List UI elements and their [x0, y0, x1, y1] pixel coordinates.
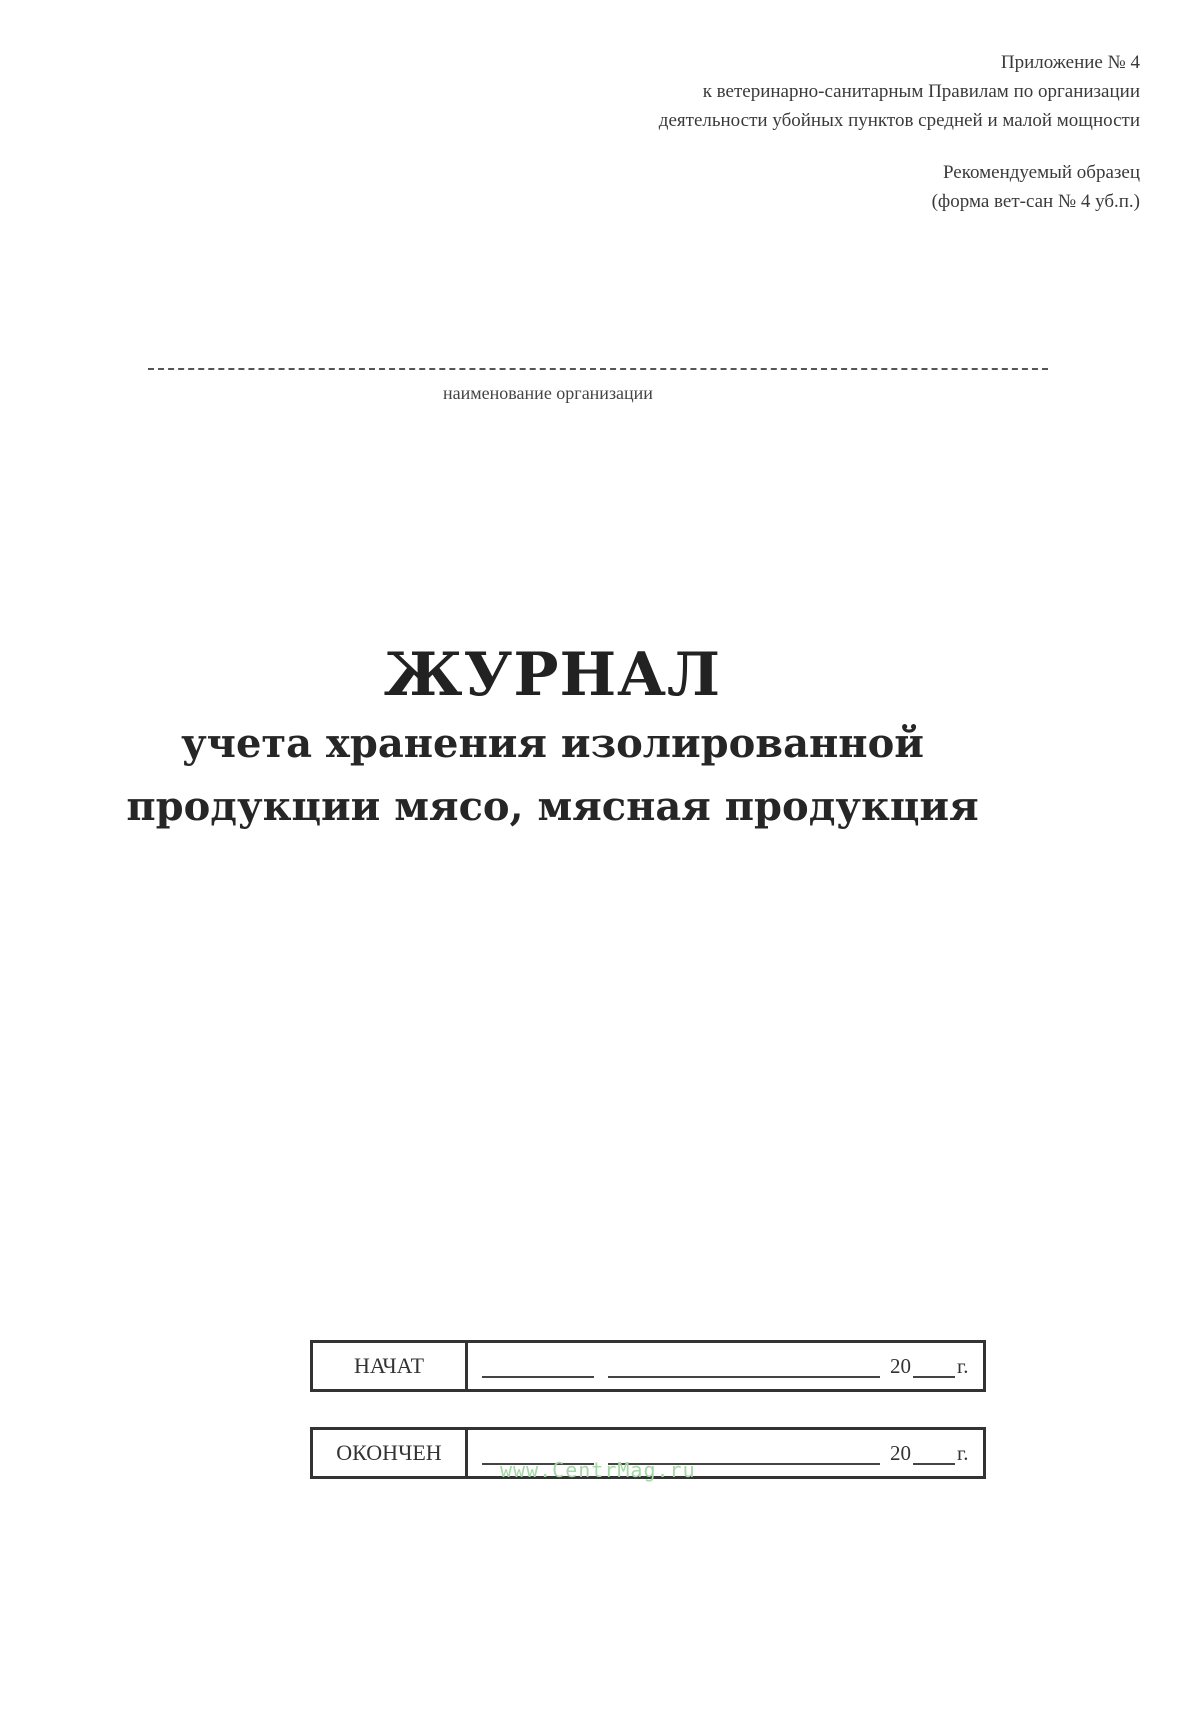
- journal-subtitle-line-1: учета хранения изолированной: [181, 720, 924, 767]
- started-year-blank: [913, 1354, 955, 1378]
- appendix-number: Приложение № 4: [1000, 52, 1140, 73]
- finished-year-blank: [913, 1441, 955, 1465]
- started-year-prefix: 20: [890, 1353, 911, 1378]
- appendix-scope: деятельности убойных пунктов средней и малой мощности: [658, 110, 1140, 131]
- form-code: (форма вет-сан № 4 уб.п.): [931, 191, 1140, 212]
- finished-label: ОКОНЧЕН: [313, 1430, 468, 1476]
- recommended-sample: Рекомендуемый образец: [942, 162, 1140, 183]
- watermark-text: www.CentrMag.ru: [500, 1458, 696, 1482]
- started-day-blank: [482, 1354, 594, 1378]
- journal-title: ЖУРНАЛ: [383, 640, 722, 710]
- started-month-blank: [608, 1354, 880, 1378]
- finished-year-suffix: г.: [957, 1440, 969, 1465]
- organization-caption: наименование организации: [443, 383, 653, 403]
- journal-title-block: [0, 638, 1200, 838]
- journal-subtitle-line-2: продукции мясо, мясная продукция: [126, 783, 979, 830]
- started-year-suffix: г.: [957, 1353, 969, 1378]
- organization-field: [148, 368, 1048, 404]
- organization-name-line: [148, 368, 1048, 370]
- appendix-header: [659, 48, 1140, 216]
- started-date-box: [310, 1340, 986, 1392]
- appendix-reference: к ветеринарно-санитарным Правилам по организации: [702, 81, 1140, 102]
- finished-year-prefix: 20: [890, 1440, 911, 1465]
- started-date-fill: [468, 1343, 983, 1389]
- started-label: НАЧАТ: [313, 1343, 468, 1389]
